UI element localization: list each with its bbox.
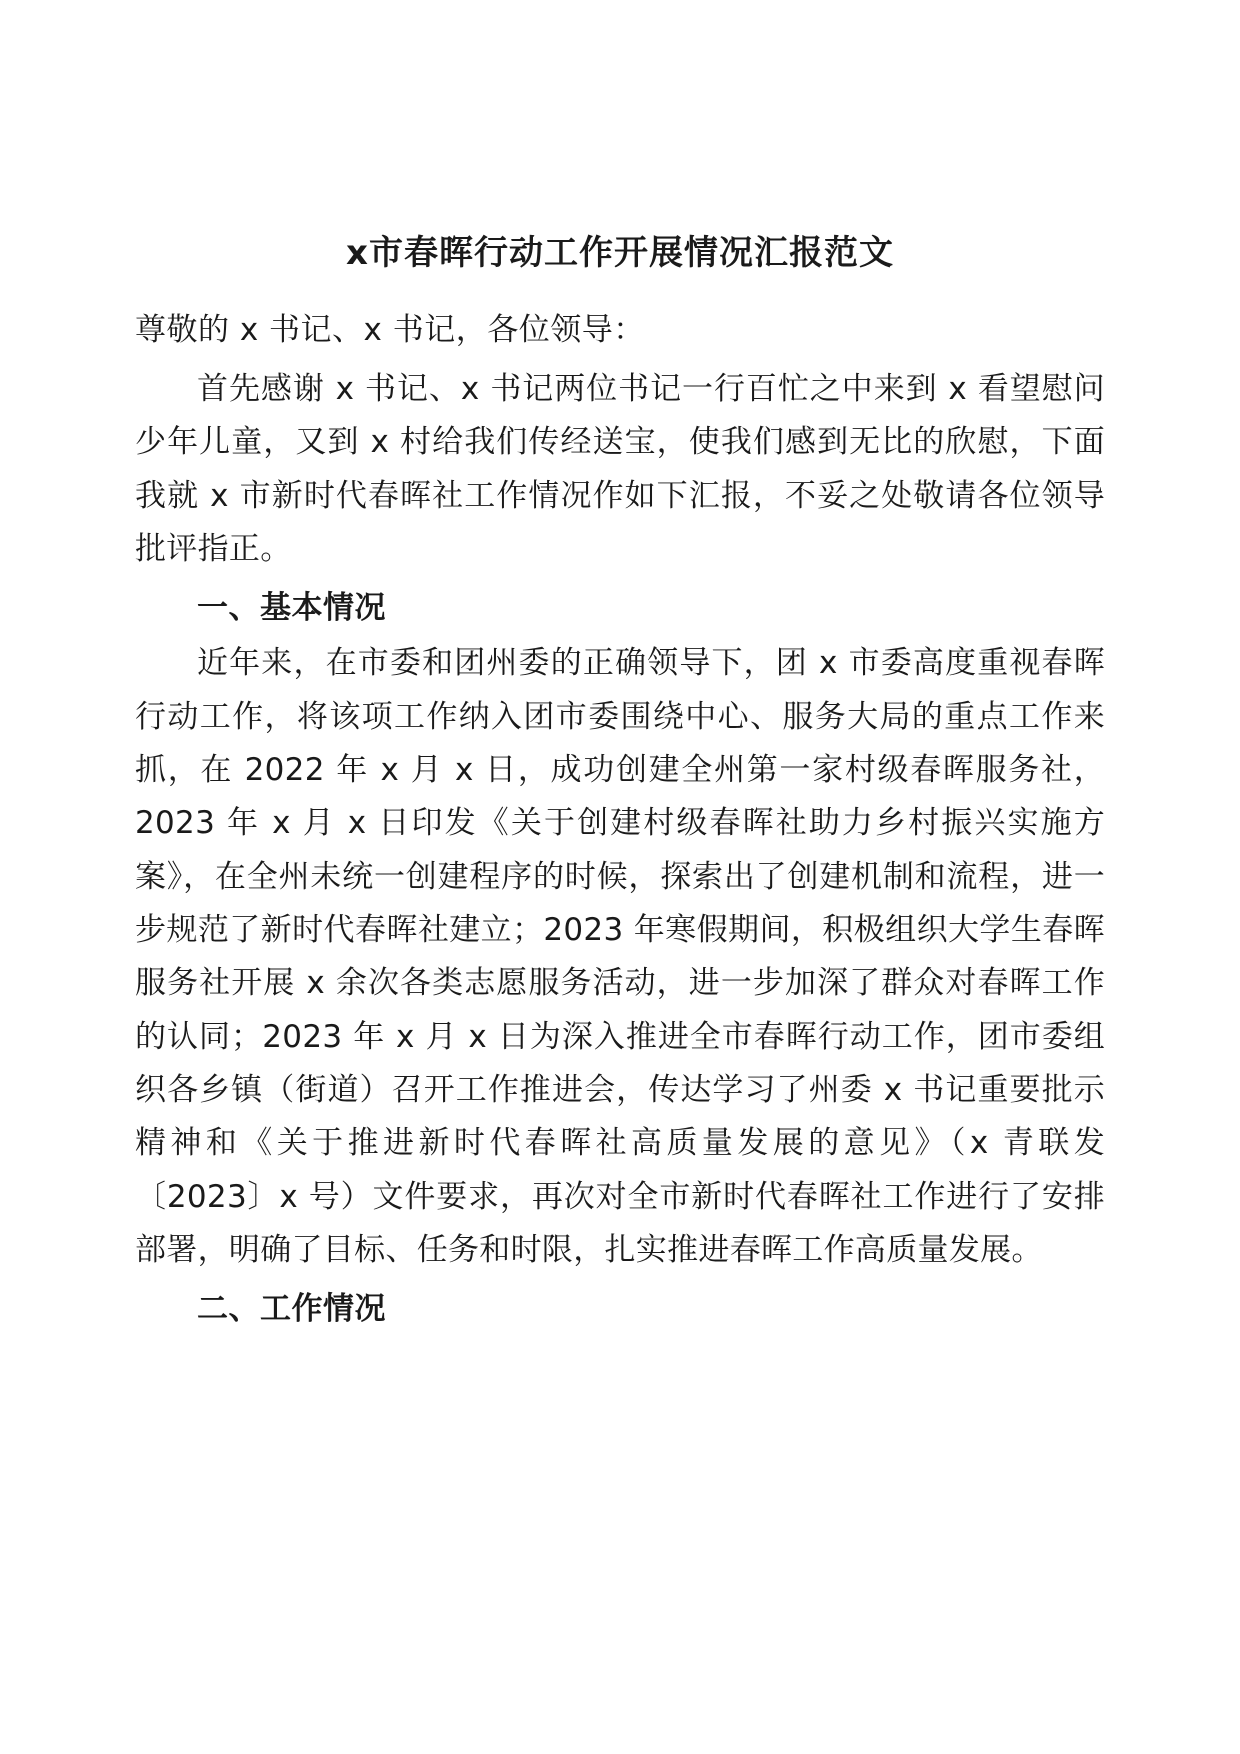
section-heading-basic-situation: 一、基本情况 [197,590,386,627]
basic-situation-paragraph: 近年来，在市委和团州委的正确领导下，团 x 市委高度重视春晖行动工作，将该项工作纳入团市委围绕中心、服务大局的重点工作来抓，在 2022 年 x 月 x 日，成功创建全州第一家村级春晖服务社，2023 年 x 月 x 日印发《关于创建村级春晖社助力乡村振兴实施方案》，在全州未统一创建程序的时候，探索出了创建机制和流程，进一步规范了新时代春晖社建立；2023 年寒假期间，积极组织大学生春晖服务社开展 x 余次各类志愿服务活动，进一步加深了群众对春晖工作的认同；2023 年 x 月 x 日为深入推进全市春晖行动工作，团市委组织各乡镇（街道）召开工作推进会，传达学习了州委 x 书记重要批示精神和《关于推进新时代春晖社高质量发展的意见》（x 青联发〔2023〕x 号）文件要求，再次对全市新时代春晖社工作进行了安排部署，明确了目标、任务和时限，扎实推进春晖工作高质量发展。 [135,645,1105,1268]
section-heading-work-situation: 二、工作情况 [197,1291,386,1328]
page-title: x市春晖行动工作开展情况汇报范文 [346,233,894,273]
intro-paragraph: 首先感谢 x 书记、x 书记两位书记一行百忙之中来到 x 看望慰问少年儿童，又到 x 村给我们传经送宝，使我们感到无比的欣慰，下面我就 x 市新时代春晖社工作情况作如下汇报，不妥之处敬请各位领导批评指正。 [135,370,1105,567]
salutation-line: 尊敬的 x 书记、x 书记，各位领导： [135,311,645,348]
